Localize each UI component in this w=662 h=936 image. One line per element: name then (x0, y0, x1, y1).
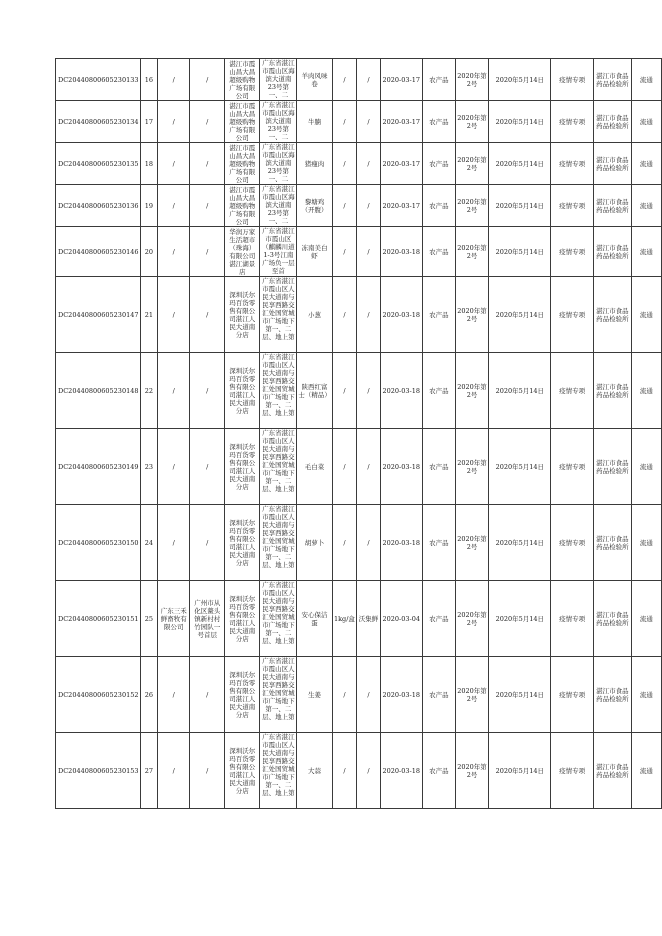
cell-spec: / (332, 227, 357, 277)
cell-announce-date: 2020年5月14日 (489, 353, 551, 429)
cell-producer: / (158, 143, 190, 185)
cell-seq: 25 (140, 581, 158, 657)
cell-code: DC20440800605230153 (56, 733, 141, 809)
cell-date: 2020-03-17 (380, 59, 422, 101)
cell-product: 生姜 (297, 657, 332, 733)
cell-category: 农产品 (422, 185, 455, 227)
table-row (56, 657, 662, 733)
cell-seller: 深圳沃尔玛百货零售有限公司湛江人民大道南分店 (225, 581, 260, 657)
cell-date: 2020-03-18 (380, 733, 422, 809)
cell-seller-addr: 广东省湛江市霞山区人民大道南与民享西路交汇处国贸城市广场地下第一、二层、地上第 (260, 277, 297, 353)
cell-spec: / (332, 277, 357, 353)
cell-producer-addr: 广州市从化区鳌头镇新村村竹园队一号首层 (190, 581, 225, 657)
cell-seller-addr: 广东省湛江市霞山区（麒麟川道1-3号江南广场负一层至首 (260, 227, 297, 277)
cell-seller: 湛江市霞山昌大昌超级购物广场有限公司 (225, 185, 260, 227)
cell-producer: / (158, 277, 190, 353)
cell-agency: 湛江市食品药品检验所 (593, 353, 631, 429)
cell-seq: 16 (140, 59, 158, 101)
cell-category: 农产品 (422, 101, 455, 143)
cell-product: 黎塘鸡（开腹） (297, 185, 332, 227)
cell-producer: / (158, 227, 190, 277)
cell-announce-date: 2020年5月14日 (489, 185, 551, 227)
cell-seller: 华润万家生活超市（珠海）有限公司湛江湖景店 (225, 227, 260, 277)
cell-producer-addr: / (190, 227, 225, 277)
cell-date: 2020-03-17 (380, 101, 422, 143)
cell-spec: / (332, 505, 357, 581)
cell-code: DC20440800605230134 (56, 101, 141, 143)
cell-seller-addr: 广东省湛江市霞山区人民大道南与民享西路交汇处国贸城市广场地下第一、二层、地上第 (260, 429, 297, 505)
cell-spec: / (332, 101, 357, 143)
cell-link: 流通 (631, 59, 661, 101)
cell-link: 流通 (631, 657, 661, 733)
cell-producer-addr: / (190, 185, 225, 227)
cell-product: 大蒜 (297, 733, 332, 809)
cell-seq: 17 (140, 101, 158, 143)
cell-announce-date: 2020年5月14日 (489, 277, 551, 353)
cell-issue: 2020年第2号 (455, 143, 488, 185)
table-row (56, 429, 662, 505)
cell-product: 陕西红富士（精品） (297, 353, 332, 429)
cell-announce-date: 2020年5月14日 (489, 227, 551, 277)
cell-announce-date: 2020年5月14日 (489, 581, 551, 657)
cell-seq: 24 (140, 505, 158, 581)
cell-issue: 2020年第2号 (455, 581, 488, 657)
cell-producer: / (158, 101, 190, 143)
cell-announce-date: 2020年5月14日 (489, 505, 551, 581)
cell-seller-addr: 广东省湛江市霞山区人民大道南与民享西路交汇处国贸城市广场地下第一、二层、地上第 (260, 657, 297, 733)
cell-task: 疫情专项 (551, 581, 594, 657)
cell-trademark: / (357, 185, 380, 227)
cell-issue: 2020年第2号 (455, 657, 488, 733)
table-row (56, 581, 662, 657)
cell-product: 牛腩 (297, 101, 332, 143)
table-row (56, 59, 662, 101)
cell-task: 疫情专项 (551, 733, 594, 809)
cell-issue: 2020年第2号 (455, 277, 488, 353)
cell-announce-date: 2020年5月14日 (489, 59, 551, 101)
cell-product: 羊肉风味卷 (297, 59, 332, 101)
cell-producer-addr: / (190, 101, 225, 143)
cell-producer-addr: / (190, 733, 225, 809)
cell-spec: / (332, 657, 357, 733)
cell-link: 流通 (631, 733, 661, 809)
cell-category: 农产品 (422, 59, 455, 101)
cell-seller: 深圳沃尔玛百货零售有限公司湛江人民大道南分店 (225, 277, 260, 353)
cell-agency: 湛江市食品药品检验所 (593, 581, 631, 657)
cell-task: 疫情专项 (551, 143, 594, 185)
cell-agency: 湛江市食品药品检验所 (593, 185, 631, 227)
cell-date: 2020-03-18 (380, 657, 422, 733)
cell-task: 疫情专项 (551, 185, 594, 227)
cell-spec: / (332, 59, 357, 101)
cell-seller-addr: 广东省湛江市霞山区人民大道南与民享西路交汇处国贸城市广场地下第一、二层、地上第 (260, 581, 297, 657)
cell-producer-addr: / (190, 657, 225, 733)
cell-link: 流通 (631, 505, 661, 581)
cell-date: 2020-03-17 (380, 185, 422, 227)
cell-producer-addr: / (190, 143, 225, 185)
cell-product: 毛白菜 (297, 429, 332, 505)
cell-product: 安心保洁蛋 (297, 581, 332, 657)
cell-code: DC20440800605230136 (56, 185, 141, 227)
cell-trademark: / (357, 277, 380, 353)
cell-seller: 深圳沃尔玛百货零售有限公司湛江人民大道南分店 (225, 353, 260, 429)
table-row (56, 277, 662, 353)
cell-link: 流通 (631, 581, 661, 657)
cell-spec: / (332, 185, 357, 227)
cell-category: 农产品 (422, 429, 455, 505)
cell-code: DC20440800605230133 (56, 59, 141, 101)
table-row (56, 185, 662, 227)
table-row (56, 353, 662, 429)
cell-product: 冻南美白虾 (297, 227, 332, 277)
cell-seq: 18 (140, 143, 158, 185)
cell-producer: / (158, 429, 190, 505)
cell-code: DC20440800605230150 (56, 505, 141, 581)
sampling-results-table (55, 58, 662, 809)
cell-task: 疫情专项 (551, 429, 594, 505)
cell-trademark: / (357, 657, 380, 733)
cell-trademark: / (357, 59, 380, 101)
cell-producer: / (158, 185, 190, 227)
cell-spec: 1kg/盒 (332, 581, 357, 657)
cell-issue: 2020年第2号 (455, 101, 488, 143)
cell-producer: 广东三禾鲜畜牧有限公司 (158, 581, 190, 657)
cell-producer-addr: / (190, 505, 225, 581)
cell-category: 农产品 (422, 277, 455, 353)
cell-product: 猪瘦肉 (297, 143, 332, 185)
cell-task: 疫情专项 (551, 227, 594, 277)
cell-issue: 2020年第2号 (455, 429, 488, 505)
cell-trademark: / (357, 227, 380, 277)
cell-producer-addr: / (190, 429, 225, 505)
cell-category: 农产品 (422, 581, 455, 657)
cell-trademark: 沃集鲜 (357, 581, 380, 657)
cell-seller-addr: 广东省湛江市霞山区海滨大道南23号第一、二 (260, 59, 297, 101)
cell-trademark: / (357, 429, 380, 505)
cell-code: DC20440800605230135 (56, 143, 141, 185)
cell-agency: 湛江市食品药品检验所 (593, 733, 631, 809)
cell-category: 农产品 (422, 227, 455, 277)
cell-task: 疫情专项 (551, 277, 594, 353)
cell-link: 流通 (631, 143, 661, 185)
cell-announce-date: 2020年5月14日 (489, 733, 551, 809)
cell-announce-date: 2020年5月14日 (489, 429, 551, 505)
cell-date: 2020-03-18 (380, 353, 422, 429)
cell-seq: 19 (140, 185, 158, 227)
cell-seq: 27 (140, 733, 158, 809)
cell-issue: 2020年第2号 (455, 733, 488, 809)
cell-issue: 2020年第2号 (455, 185, 488, 227)
cell-seller: 深圳沃尔玛百货零售有限公司湛江人民大道南分店 (225, 733, 260, 809)
cell-task: 疫情专项 (551, 353, 594, 429)
cell-trademark: / (357, 143, 380, 185)
cell-task: 疫情专项 (551, 59, 594, 101)
cell-announce-date: 2020年5月14日 (489, 101, 551, 143)
cell-seller-addr: 广东省湛江市霞山区海滨大道南23号第一、二 (260, 101, 297, 143)
cell-producer: / (158, 733, 190, 809)
cell-task: 疫情专项 (551, 505, 594, 581)
cell-seller-addr: 广东省湛江市霞山区海滨大道南23号第一、二 (260, 143, 297, 185)
cell-task: 疫情专项 (551, 101, 594, 143)
cell-task: 疫情专项 (551, 657, 594, 733)
cell-agency: 湛江市食品药品检验所 (593, 59, 631, 101)
cell-trademark: / (357, 353, 380, 429)
cell-seller: 深圳沃尔玛百货零售有限公司湛江人民大道南分店 (225, 429, 260, 505)
cell-seller: 湛江市霞山昌大昌超级购物广场有限公司 (225, 59, 260, 101)
cell-date: 2020-03-17 (380, 143, 422, 185)
cell-spec: / (332, 429, 357, 505)
table-row (56, 227, 662, 277)
cell-link: 流通 (631, 277, 661, 353)
cell-category: 农产品 (422, 733, 455, 809)
cell-category: 农产品 (422, 505, 455, 581)
cell-product: 胡萝卜 (297, 505, 332, 581)
cell-producer: / (158, 505, 190, 581)
cell-seller-addr: 广东省湛江市霞山区人民大道南与民享西路交汇处国贸城市广场地下第一、二层、地上第 (260, 353, 297, 429)
cell-category: 农产品 (422, 143, 455, 185)
cell-agency: 湛江市食品药品检验所 (593, 227, 631, 277)
cell-seller: 湛江市霞山昌大昌超级购物广场有限公司 (225, 101, 260, 143)
cell-announce-date: 2020年5月14日 (489, 657, 551, 733)
cell-seller-addr: 广东省湛江市霞山区海滨大道南23号第一、二 (260, 185, 297, 227)
cell-seq: 23 (140, 429, 158, 505)
cell-seller: 深圳沃尔玛百货零售有限公司湛江人民大道南分店 (225, 505, 260, 581)
cell-date: 2020-03-18 (380, 429, 422, 505)
cell-code: DC20440800605230152 (56, 657, 141, 733)
cell-product: 小葱 (297, 277, 332, 353)
table-row (56, 733, 662, 809)
cell-producer: / (158, 59, 190, 101)
cell-seq: 21 (140, 277, 158, 353)
cell-issue: 2020年第2号 (455, 227, 488, 277)
table-row (56, 143, 662, 185)
cell-code: DC20440800605230147 (56, 277, 141, 353)
cell-spec: / (332, 353, 357, 429)
cell-agency: 湛江市食品药品检验所 (593, 505, 631, 581)
cell-link: 流通 (631, 227, 661, 277)
cell-link: 流通 (631, 353, 661, 429)
cell-spec: / (332, 733, 357, 809)
cell-link: 流通 (631, 185, 661, 227)
cell-agency: 湛江市食品药品检验所 (593, 101, 631, 143)
cell-seq: 26 (140, 657, 158, 733)
cell-agency: 湛江市食品药品检验所 (593, 429, 631, 505)
cell-agency: 湛江市食品药品检验所 (593, 143, 631, 185)
cell-category: 农产品 (422, 657, 455, 733)
cell-issue: 2020年第2号 (455, 505, 488, 581)
cell-category: 农产品 (422, 353, 455, 429)
cell-producer-addr: / (190, 353, 225, 429)
cell-issue: 2020年第2号 (455, 353, 488, 429)
cell-date: 2020-03-04 (380, 581, 422, 657)
cell-seq: 22 (140, 353, 158, 429)
cell-date: 2020-03-18 (380, 227, 422, 277)
cell-trademark: / (357, 733, 380, 809)
cell-seq: 20 (140, 227, 158, 277)
cell-producer-addr: / (190, 59, 225, 101)
cell-spec: / (332, 143, 357, 185)
cell-seller: 湛江市霞山昌大昌超级购物广场有限公司 (225, 143, 260, 185)
cell-trademark: / (357, 101, 380, 143)
cell-date: 2020-03-18 (380, 505, 422, 581)
cell-code: DC20440800605230149 (56, 429, 141, 505)
cell-producer: / (158, 353, 190, 429)
cell-agency: 湛江市食品药品检验所 (593, 657, 631, 733)
table-row (56, 101, 662, 143)
cell-date: 2020-03-18 (380, 277, 422, 353)
cell-agency: 湛江市食品药品检验所 (593, 277, 631, 353)
cell-trademark: / (357, 505, 380, 581)
table-row (56, 505, 662, 581)
cell-code: DC20440800605230151 (56, 581, 141, 657)
cell-link: 流通 (631, 101, 661, 143)
cell-code: DC20440800605230148 (56, 353, 141, 429)
cell-issue: 2020年第2号 (455, 59, 488, 101)
cell-producer-addr: / (190, 277, 225, 353)
cell-link: 流通 (631, 429, 661, 505)
cell-announce-date: 2020年5月14日 (489, 143, 551, 185)
cell-producer: / (158, 657, 190, 733)
cell-seller-addr: 广东省湛江市霞山区人民大道南与民享西路交汇处国贸城市广场地下第一、二层、地上第 (260, 505, 297, 581)
cell-seller-addr: 广东省湛江市霞山区人民大道南与民享西路交汇处国贸城市广场地下第一、二层、地上第 (260, 733, 297, 809)
cell-seller: 深圳沃尔玛百货零售有限公司湛江人民大道南分店 (225, 657, 260, 733)
cell-code: DC20440800605230146 (56, 227, 141, 277)
